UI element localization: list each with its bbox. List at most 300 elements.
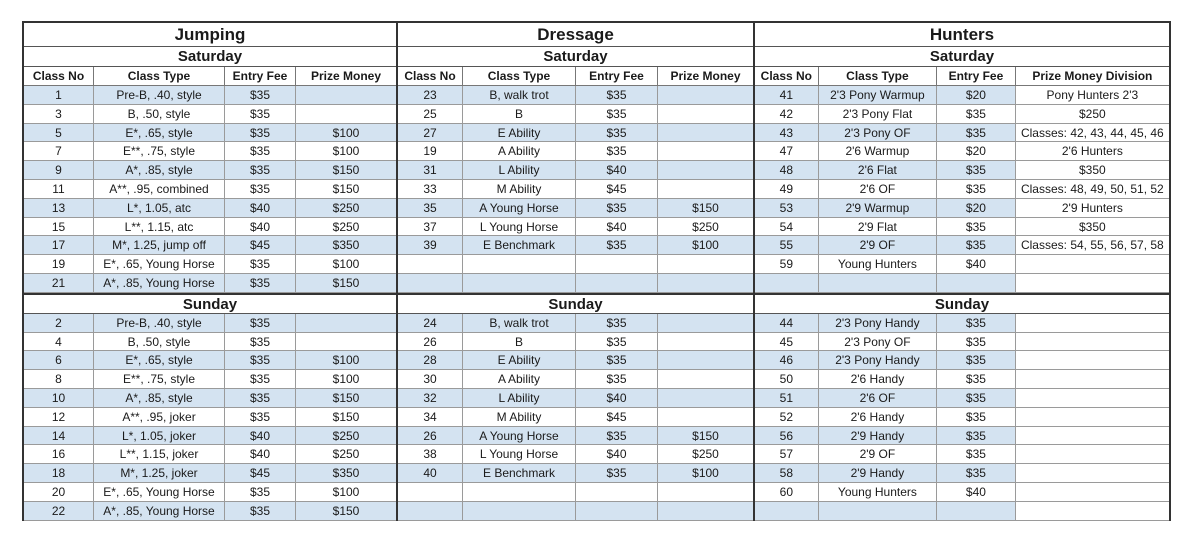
prize-money-cell — [658, 502, 753, 520]
entry-fee-cell: $20 — [937, 142, 1016, 160]
class-type-cell: M Ability — [463, 408, 576, 426]
class-type-cell: E Benchmark — [463, 236, 576, 254]
header-class-no: Class No — [398, 67, 463, 85]
entry-fee-cell: $35 — [937, 180, 1016, 198]
table-row — [755, 464, 1169, 483]
class-type-cell: Pre-B, .40, style — [94, 86, 225, 104]
table-row — [24, 236, 396, 255]
entry-fee-cell: $35 — [576, 105, 658, 123]
entry-fee-cell: $40 — [576, 218, 658, 236]
entry-fee-cell: $35 — [225, 333, 296, 351]
class-no-cell: 10 — [24, 389, 94, 407]
class-type-cell — [463, 502, 576, 520]
prize-money-cell — [658, 274, 753, 292]
class-no-cell: 11 — [24, 180, 94, 198]
table-row — [755, 483, 1169, 502]
class-type-cell: 2'3 Pony Flat — [819, 105, 937, 123]
entry-fee-cell: $35 — [937, 464, 1016, 482]
entry-fee-cell: $35 — [576, 351, 658, 369]
prize-division-cell — [1016, 389, 1169, 407]
class-type-cell: 2'6 Warmup — [819, 142, 937, 160]
prize-division-cell — [1016, 351, 1169, 369]
table-row — [755, 351, 1169, 370]
section-title: Dressage — [398, 23, 753, 47]
class-no-cell: 6 — [24, 351, 94, 369]
entry-fee-cell: $35 — [225, 408, 296, 426]
table-row — [24, 464, 396, 483]
class-no-cell: 23 — [398, 86, 463, 104]
prize-division-cell — [1016, 427, 1169, 445]
entry-fee-cell: $35 — [576, 464, 658, 482]
class-type-cell: 2'3 Pony OF — [819, 333, 937, 351]
class-type-cell: M Ability — [463, 180, 576, 198]
prize-money-cell — [658, 314, 753, 332]
class-no-cell: 54 — [755, 218, 819, 236]
entry-fee-cell: $35 — [225, 274, 296, 292]
class-no-cell: 47 — [755, 142, 819, 160]
class-type-cell: E*, .65, Young Horse — [94, 483, 225, 501]
entry-fee-cell: $35 — [225, 86, 296, 104]
table-row — [398, 351, 753, 370]
table-row — [398, 408, 753, 427]
class-type-cell: E**, .75, style — [94, 142, 225, 160]
table-row — [398, 86, 753, 105]
class-no-cell: 3 — [24, 105, 94, 123]
class-no-cell: 37 — [398, 218, 463, 236]
entry-fee-cell: $35 — [576, 314, 658, 332]
table-row — [398, 427, 753, 446]
prize-money-cell — [658, 333, 753, 351]
entry-fee-cell — [937, 274, 1016, 292]
class-type-cell: A*, .85, Young Horse — [94, 274, 225, 292]
prize-money-cell — [658, 408, 753, 426]
prize-money-cell: $150 — [296, 502, 396, 520]
class-type-cell: A Young Horse — [463, 427, 576, 445]
table-row — [24, 274, 396, 293]
table-row — [24, 389, 396, 408]
prize-money-cell — [658, 255, 753, 273]
class-type-cell: L*, 1.05, atc — [94, 199, 225, 217]
division-amount: $350 — [1016, 218, 1169, 236]
table-row — [398, 445, 753, 464]
table-row — [24, 408, 396, 427]
header-prize-money-division: Prize Money Division — [1032, 69, 1153, 83]
prize-money-cell — [296, 314, 396, 332]
entry-fee-cell: $40 — [225, 199, 296, 217]
class-type-cell: 2'3 Pony Handy — [819, 351, 937, 369]
class-type-cell: L Ability — [463, 389, 576, 407]
class-no-cell: 16 — [24, 445, 94, 463]
class-type-cell: Young Hunters — [819, 255, 937, 273]
prize-division-cell — [1016, 483, 1169, 501]
class-type-cell: B, walk trot — [463, 314, 576, 332]
class-no-cell: 60 — [755, 483, 819, 501]
day-label: Saturday — [755, 47, 1169, 67]
day-label: Sunday — [24, 293, 396, 314]
table-row — [755, 142, 1169, 161]
entry-fee-cell: $35 — [937, 408, 1016, 426]
jumping-sunday-rows — [24, 314, 396, 521]
entry-fee-cell: $35 — [937, 389, 1016, 407]
table-row — [24, 370, 396, 389]
table-row — [24, 502, 396, 521]
class-no-cell: 15 — [24, 218, 94, 236]
header-class-type: Class Type — [819, 67, 937, 85]
entry-fee-cell: $35 — [225, 161, 296, 179]
class-type-cell — [463, 483, 576, 501]
table-row — [398, 502, 753, 521]
class-no-cell: 26 — [398, 427, 463, 445]
class-no-cell: 53 — [755, 199, 819, 217]
entry-fee-cell: $35 — [576, 199, 658, 217]
class-type-cell: Pre-B, .40, style — [94, 314, 225, 332]
class-type-cell: E**, .75, style — [94, 370, 225, 388]
prize-money-cell: $100 — [296, 124, 396, 142]
dressage-section — [396, 23, 753, 519]
table-row — [755, 236, 1169, 255]
class-no-cell: 42 — [755, 105, 819, 123]
table-row — [755, 124, 1169, 143]
class-no-cell: 4 — [24, 333, 94, 351]
table-row — [755, 370, 1169, 389]
division-name: Pony Hunters 2'3 — [1016, 86, 1169, 104]
table-row — [24, 255, 396, 274]
division-classes: Classes: 48, 49, 50, 51, 52 — [1016, 180, 1169, 198]
table-row — [24, 105, 396, 124]
prize-money-cell — [658, 161, 753, 179]
entry-fee-cell: $35 — [576, 370, 658, 388]
class-type-cell: Young Hunters — [819, 483, 937, 501]
table-row — [24, 351, 396, 370]
class-type-cell — [819, 274, 937, 292]
class-no-cell — [755, 502, 819, 520]
entry-fee-cell: $35 — [937, 236, 1016, 254]
class-no-cell: 41 — [755, 86, 819, 104]
class-no-cell: 43 — [755, 124, 819, 142]
entry-fee-cell: $35 — [937, 351, 1016, 369]
class-type-cell: 2'6 Flat — [819, 161, 937, 179]
prize-money-cell — [658, 180, 753, 198]
table-row — [755, 105, 1169, 124]
prize-money-cell: $100 — [332, 372, 360, 387]
class-type-cell: B — [463, 105, 576, 123]
class-type-cell: B — [463, 333, 576, 351]
hunters-saturday-rows — [755, 86, 1169, 293]
class-type-cell: M*, 1.25, jump off — [94, 236, 225, 254]
entry-fee-cell: $40 — [937, 483, 1016, 501]
prize-money-cell — [296, 105, 396, 123]
class-no-cell: 5 — [24, 124, 94, 142]
class-no-cell: 59 — [755, 255, 819, 273]
entry-fee-cell — [576, 483, 658, 501]
jumping-saturday-rows — [24, 86, 396, 293]
entry-fee-cell: $35 — [937, 314, 1016, 332]
class-no-cell: 31 — [398, 161, 463, 179]
entry-fee-cell: $35 — [225, 502, 296, 520]
class-type-cell: 2'6 Handy — [819, 370, 937, 388]
class-type-cell: 2'9 Handy — [819, 464, 937, 482]
class-type-cell: A Ability — [463, 370, 576, 388]
section-title: Jumping — [24, 23, 396, 47]
prize-money-cell — [658, 105, 753, 123]
class-no-cell: 17 — [24, 236, 94, 254]
table-row — [755, 427, 1169, 446]
class-no-cell: 28 — [398, 351, 463, 369]
prize-money-cell: $100 — [332, 144, 360, 159]
class-no-cell: 24 — [398, 314, 463, 332]
prize-money-cell: $250 — [296, 427, 396, 445]
class-type-cell: L Ability — [463, 161, 576, 179]
class-no-cell — [398, 483, 463, 501]
prize-money-cell: $350 — [296, 464, 396, 482]
entry-fee-cell: $35 — [937, 105, 1016, 123]
class-no-cell: 7 — [24, 142, 94, 160]
class-no-cell: 52 — [755, 408, 819, 426]
class-no-cell: 34 — [398, 408, 463, 426]
class-no-cell — [398, 255, 463, 273]
table-row — [755, 274, 1169, 293]
class-type-cell: L Young Horse — [463, 445, 576, 463]
entry-fee-cell: $45 — [576, 408, 658, 426]
table-row — [755, 445, 1169, 464]
entry-fee-cell: $35 — [576, 142, 658, 160]
table-row — [24, 124, 396, 143]
hunters-section — [753, 23, 1169, 519]
prize-money-cell: $250 — [692, 219, 719, 234]
class-type-cell — [463, 274, 576, 292]
class-type-cell: 2'3 Pony OF — [819, 124, 937, 142]
division-name: 2'9 Hunters — [1016, 199, 1169, 217]
class-no-cell: 32 — [398, 389, 463, 407]
day-label: Saturday — [398, 47, 753, 67]
class-no-cell: 25 — [398, 105, 463, 123]
prize-division-cell — [1016, 274, 1169, 292]
class-no-cell: 49 — [755, 180, 819, 198]
table-row — [398, 483, 753, 502]
column-headers — [398, 67, 753, 86]
class-type-cell: E*, .65, style — [94, 351, 225, 369]
prize-money-cell — [658, 351, 753, 369]
division-amount: $250 — [1016, 105, 1169, 123]
class-type-cell: 2'3 Pony Handy — [819, 314, 937, 332]
class-no-cell: 57 — [755, 445, 819, 463]
prize-division-cell — [1016, 445, 1169, 463]
header-class-no: Class No — [24, 67, 94, 85]
prize-money-cell: $150 — [296, 274, 396, 292]
prize-division-cell — [1016, 314, 1169, 332]
class-no-cell: 48 — [755, 161, 819, 179]
prize-money-cell: $150 — [658, 427, 753, 445]
entry-fee-cell: $35 — [576, 86, 658, 104]
prize-money-cell: $150 — [296, 161, 396, 179]
entry-fee-cell: $35 — [937, 124, 1016, 142]
class-no-cell: 19 — [398, 142, 463, 160]
prize-money-cell — [658, 124, 753, 142]
table-row — [24, 483, 396, 502]
entry-fee-cell: $35 — [937, 161, 1016, 179]
class-type-cell: L*, 1.05, joker — [94, 427, 225, 445]
header-entry-fee: Entry Fee — [225, 67, 296, 85]
division-classes: Classes: 42, 43, 44, 45, 46 — [1016, 124, 1169, 142]
class-no-cell: 55 — [755, 236, 819, 254]
class-no-cell: 12 — [24, 408, 94, 426]
table-row — [398, 180, 753, 199]
prize-division-cell — [1016, 370, 1169, 388]
table-row — [24, 427, 396, 446]
entry-fee-cell — [576, 255, 658, 273]
table-row — [398, 389, 753, 408]
table-row — [24, 199, 396, 218]
table-row — [24, 445, 396, 464]
class-no-cell: 19 — [24, 255, 94, 273]
class-no-cell: 56 — [755, 427, 819, 445]
entry-fee-cell: $35 — [225, 370, 296, 388]
class-no-cell: 14 — [24, 427, 94, 445]
class-type-cell — [463, 255, 576, 273]
prize-money-cell: $100 — [658, 464, 753, 482]
header-class-no: Class No — [755, 67, 819, 85]
entry-fee-cell: $35 — [937, 427, 1016, 445]
class-no-cell — [398, 502, 463, 520]
class-type-cell: 2'3 Pony Warmup — [819, 86, 937, 104]
class-no-cell: 35 — [398, 199, 463, 217]
entry-fee-cell: $40 — [576, 161, 658, 179]
prize-money-cell — [658, 389, 753, 407]
class-type-cell: E Benchmark — [463, 464, 576, 482]
class-type-cell: E Ability — [463, 351, 576, 369]
prize-money-cell — [658, 142, 753, 160]
entry-fee-cell: $35 — [225, 483, 296, 501]
table-row — [398, 464, 753, 483]
class-no-cell: 21 — [24, 274, 94, 292]
table-row — [398, 142, 753, 161]
table-row — [755, 218, 1169, 237]
class-no-cell: 39 — [398, 236, 463, 254]
prize-money-cell — [658, 370, 753, 388]
entry-fee-cell: $45 — [576, 180, 658, 198]
class-no-cell: 9 — [24, 161, 94, 179]
class-no-cell: 8 — [24, 370, 94, 388]
day-label: Sunday — [398, 293, 753, 314]
class-no-cell: 51 — [755, 389, 819, 407]
header-entry-fee: Entry Fee — [937, 67, 1016, 85]
table-row — [24, 161, 396, 180]
class-type-cell: 2'6 OF — [819, 389, 937, 407]
class-no-cell: 27 — [398, 124, 463, 142]
class-type-cell: L**, 1.15, joker — [94, 445, 225, 463]
header-class-type: Class Type — [463, 67, 576, 85]
class-type-cell: 2'9 Warmup — [819, 199, 937, 217]
class-type-cell: B, walk trot — [463, 86, 576, 104]
table-row — [755, 161, 1169, 180]
class-type-cell: M*, 1.25, joker — [94, 464, 225, 482]
class-type-cell: B, .50, style — [94, 333, 225, 351]
entry-fee-cell: $40 — [937, 255, 1016, 273]
column-headers — [24, 67, 396, 86]
entry-fee-cell: $20 — [937, 86, 1016, 104]
header-class-type: Class Type — [94, 67, 225, 85]
division-amount: $350 — [1016, 161, 1169, 179]
prize-division-cell — [1016, 502, 1169, 520]
class-no-cell: 22 — [24, 502, 94, 520]
class-type-cell: 2'9 Handy — [819, 427, 937, 445]
prize-money-cell: $100 — [296, 351, 396, 369]
entry-fee-cell: $35 — [225, 124, 296, 142]
class-type-cell: A**, .95, joker — [94, 408, 225, 426]
entry-fee-cell: $35 — [576, 427, 658, 445]
table-row — [398, 199, 753, 218]
entry-fee-cell: $45 — [225, 236, 296, 254]
schedule-table — [22, 21, 1171, 521]
class-no-cell: 26 — [398, 333, 463, 351]
table-row — [398, 236, 753, 255]
division-classes: Classes: 54, 55, 56, 57, 58 — [1016, 236, 1169, 254]
hunters-sunday-rows — [755, 314, 1169, 521]
entry-fee-cell — [576, 274, 658, 292]
prize-money-cell: $100 — [332, 484, 360, 499]
entry-fee-cell: $35 — [937, 445, 1016, 463]
class-type-cell: 2'9 OF — [819, 445, 937, 463]
class-no-cell: 1 — [24, 86, 94, 104]
table-row — [755, 314, 1169, 333]
class-type-cell: 2'6 OF — [819, 180, 937, 198]
entry-fee-cell: $35 — [937, 370, 1016, 388]
class-type-cell: 2'6 Handy — [819, 408, 937, 426]
class-no-cell: 2 — [24, 314, 94, 332]
prize-money-cell: $150 — [658, 199, 753, 217]
prize-money-cell — [658, 86, 753, 104]
table-row — [398, 333, 753, 352]
class-type-cell: A*, .85, style — [94, 161, 225, 179]
class-no-cell: 46 — [755, 351, 819, 369]
class-type-cell: 2'9 OF — [819, 236, 937, 254]
prize-money-cell: $250 — [296, 199, 396, 217]
prize-money-cell: $250 — [692, 447, 719, 462]
day-label: Saturday — [24, 47, 396, 67]
jumping-section — [24, 23, 396, 519]
entry-fee-cell: $35 — [225, 255, 296, 273]
entry-fee-cell: $40 — [225, 427, 296, 445]
entry-fee-cell: $35 — [225, 142, 296, 160]
prize-division-cell — [1016, 464, 1169, 482]
table-row — [398, 124, 753, 143]
table-row — [24, 142, 396, 161]
entry-fee-cell: $35 — [225, 314, 296, 332]
table-row — [24, 180, 396, 199]
prize-money-cell: $150 — [332, 181, 360, 196]
class-type-cell: E*, .65, Young Horse — [94, 255, 225, 273]
class-no-cell: 18 — [24, 464, 94, 482]
class-no-cell: 45 — [755, 333, 819, 351]
table-row — [24, 333, 396, 352]
header-prize-money: Prize Money — [670, 69, 741, 83]
table-row — [755, 389, 1169, 408]
day-label: Sunday — [755, 293, 1169, 314]
table-row — [755, 255, 1169, 274]
class-no-cell: 44 — [755, 314, 819, 332]
entry-fee-cell — [937, 502, 1016, 520]
table-row — [755, 199, 1169, 218]
class-type-cell — [819, 502, 937, 520]
class-no-cell: 40 — [398, 464, 463, 482]
class-type-cell: A*, .85, style — [94, 389, 225, 407]
table-row — [398, 370, 753, 389]
entry-fee-cell: $35 — [225, 105, 296, 123]
prize-money-cell: $250 — [332, 219, 360, 234]
class-no-cell: 50 — [755, 370, 819, 388]
entry-fee-cell: $40 — [225, 445, 296, 463]
table-row — [398, 161, 753, 180]
